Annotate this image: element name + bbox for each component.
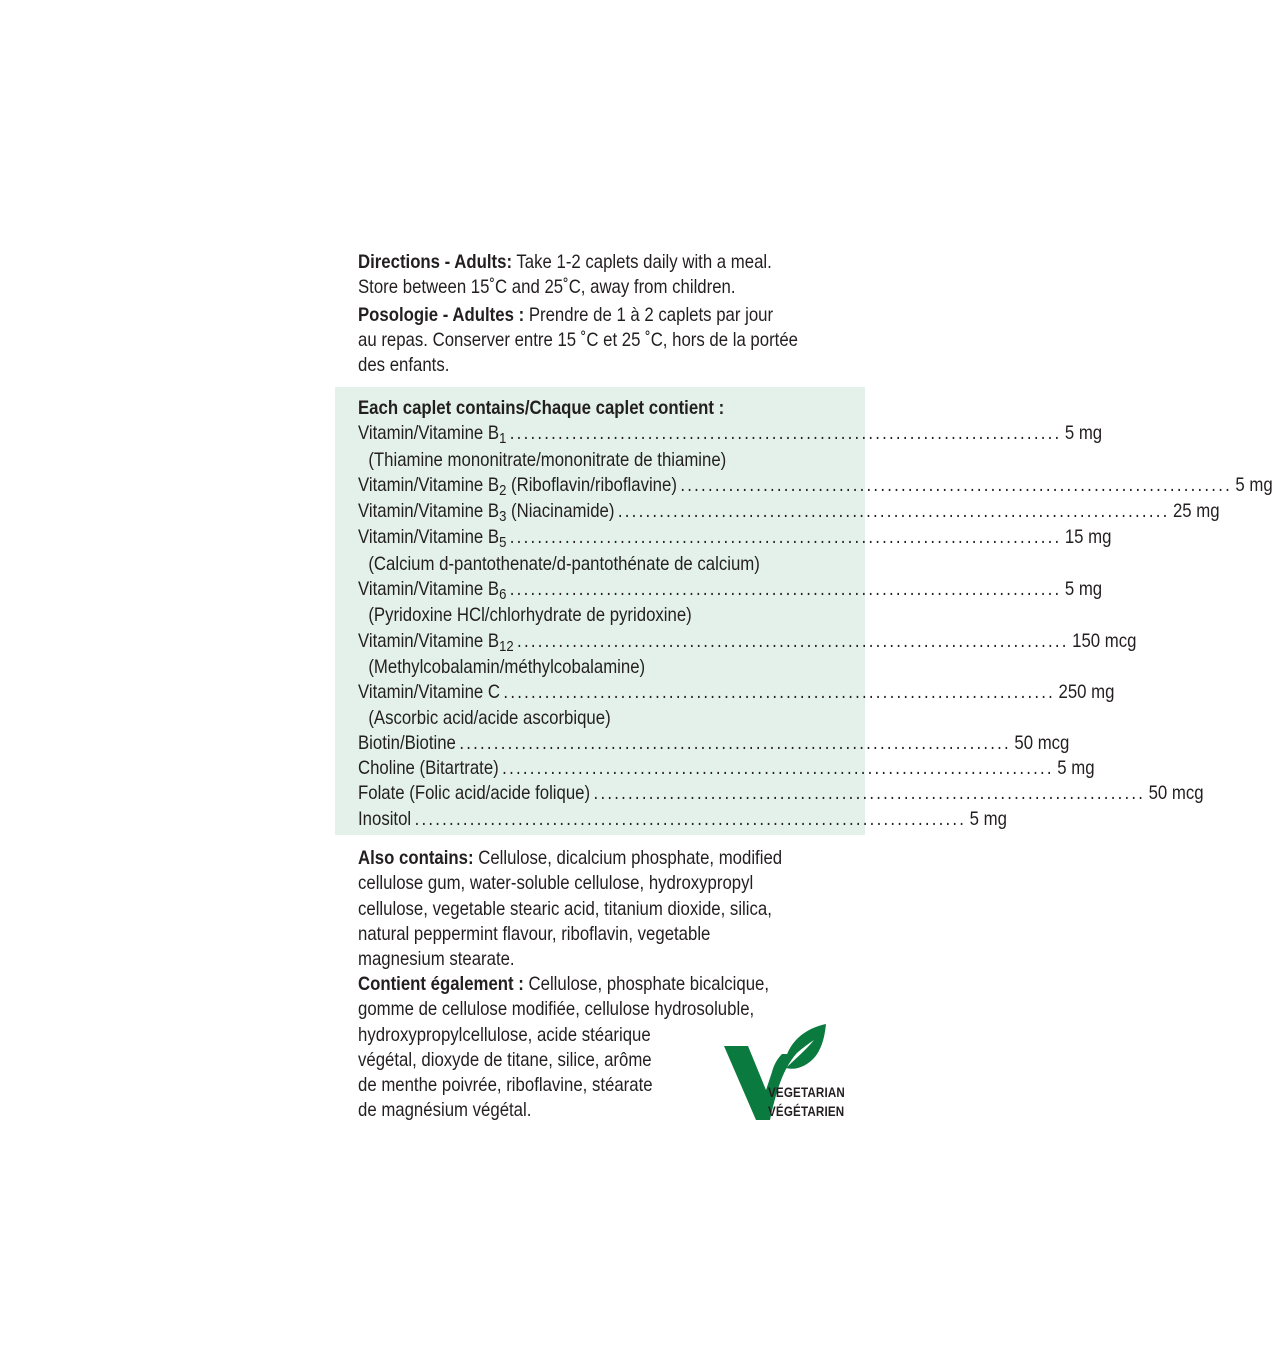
ingredient-amount: 5 mg — [1057, 757, 1095, 780]
ingredient-row — [358, 807, 1007, 832]
ingredient-amount: 25 mg — [1172, 500, 1220, 523]
dot-leader: ................................................................................ — [503, 681, 1056, 704]
directions-fr-line1: Prendre de 1 à 2 caplets par jour — [524, 303, 774, 326]
ingredient-suffix: (Riboflavin/riboflavine) — [506, 473, 677, 496]
ingredient-name: Vitamin/Vitamine $B_5$ — [358, 526, 507, 552]
directions-fr-line2: au repas. Conserver entre 15 ˚C et 25 ˚C, hors de la portée — [358, 328, 798, 351]
dot-leader: ................................................................................ — [680, 473, 1232, 496]
vegetarian-badge-en: VEGETARIAN — [768, 1085, 845, 1100]
ingredient-row — [358, 421, 1103, 448]
ingredient-subscript: 3 — [499, 508, 507, 526]
dot-leader: ................................................................................ — [414, 807, 967, 830]
also-contains-line2: cellulose gum, water-soluble cellulose, hydroxypropyl — [358, 872, 754, 895]
dot-leader: ................................................................................ — [517, 629, 1069, 652]
ingredient-row — [358, 577, 1103, 604]
directions-fr — [358, 303, 858, 379]
contient-line1: Cellulose, phosphate bicalcique, — [523, 973, 770, 995]
dot-leader: ................................................................................ — [617, 500, 1170, 523]
ingredient-row — [358, 473, 1273, 499]
dot-leader: ................................................................................ — [459, 731, 1011, 754]
dot-leader: ................................................................................ — [509, 422, 1062, 445]
dot-leader: ................................................................................ — [593, 782, 1146, 805]
ingredient-note: (Calcium d-pantothenate/d-pantothénate de calcium) — [368, 552, 760, 575]
ingredient-amount: 5 mg — [969, 807, 1007, 830]
ingredient-amount: 15 mg — [1064, 526, 1112, 549]
ingredient-name: Vitamin/Vitamine C — [358, 681, 500, 704]
ingredients-heading: Each caplet contains/Chaque caplet contient : — [358, 397, 725, 419]
ingredient-row — [358, 499, 1220, 526]
ingredient-name: Biotin/Biotine — [358, 731, 456, 754]
directions-fr-label: Posologie - Adultes : — [358, 303, 525, 326]
ingredient-name: Vitamin/Vitamine $B_{12}$ — [358, 629, 514, 655]
ingredient-name: Vitamin/Vitamine $B_3$ (Niacinamide) — [358, 500, 615, 526]
ingredient-subscript: 5 — [499, 534, 507, 552]
ingredient-name: Vitamin/Vitamine $B_6$ — [358, 578, 507, 604]
ingredient-note: (Pyridoxine HCl/chlorhydrate de pyridoxine) — [368, 604, 692, 627]
also-contains-line3: cellulose, vegetable stearic acid, titanium dioxide, silica, — [358, 897, 772, 920]
ingredient-amount: 5 mg — [1064, 578, 1103, 601]
ingredient-amount: 50 mcg — [1148, 782, 1204, 805]
contient-line5: de menthe poivrée, riboflavine, stéarate — [358, 1074, 653, 1097]
dot-leader: ................................................................................ — [502, 757, 1054, 780]
ingredient-row — [358, 629, 1137, 655]
ingredient-amount: 250 mg — [1058, 681, 1115, 704]
ingredient-amount: 50 mcg — [1014, 731, 1070, 754]
also-contains-section — [358, 846, 840, 972]
vegetarian-badge-text — [768, 1083, 845, 1121]
ingredient-note: (Ascorbic acid/acide ascorbique) — [368, 706, 611, 729]
also-contains-line4: natural peppermint flavour, riboflavin, vegetable — [358, 922, 711, 945]
ingredient-row — [358, 756, 1095, 781]
ingredient-name: Vitamin/Vitamine $B_1$ — [358, 422, 507, 448]
vegetarian-badge-fr: VÉGÉTARIEN — [768, 1104, 845, 1119]
ingredient-amount: 5 mg — [1064, 422, 1103, 445]
also-contains-line5: magnesium stearate. — [358, 948, 515, 971]
ingredient-row — [358, 525, 1112, 552]
ingredient-row — [358, 731, 1070, 756]
ingredient-row — [358, 781, 1204, 806]
ingredient-note: (Methylcobalamin/méthylcobalamine) — [368, 655, 646, 678]
directions-en — [358, 250, 858, 301]
directions-fr-line3: des enfants. — [358, 354, 450, 377]
ingredient-amount: 150 mcg — [1072, 629, 1137, 652]
ingredient-subscript: 1 — [499, 430, 507, 448]
contient-line4: végétal, dioxyde de titane, silice, arôme — [358, 1048, 652, 1071]
ingredient-name: Inositol — [358, 807, 412, 830]
directions-en-line2: Store between 15˚C and 25˚C, away from children. — [358, 276, 736, 299]
ingredient-name: Choline (Bitartrate) — [358, 757, 499, 780]
ingredient-amount: 5 mg — [1235, 473, 1273, 496]
also-contains-line1: Cellulose, dicalcium phosphate, modified — [473, 847, 783, 869]
dot-leader: ................................................................................ — [509, 526, 1062, 549]
ingredient-row — [358, 680, 1115, 705]
contient-line6: de magnésium végétal. — [358, 1099, 532, 1122]
dot-leader: ................................................................................ — [509, 578, 1062, 601]
ingredients-list — [358, 396, 1273, 832]
ingredient-subscript: 2 — [499, 481, 507, 499]
directions-en-label: Directions - Adults: — [358, 251, 513, 273]
contient-line2: gomme de cellulose modifiée, cellulose hydrosoluble, — [358, 998, 755, 1021]
ingredient-suffix: (Niacinamide) — [506, 500, 615, 523]
contient-line3: hydroxypropylcellulose, acide stéarique — [358, 1023, 651, 1046]
ingredient-subscript: 12 — [499, 637, 514, 655]
also-contains-label: Also contains: — [358, 847, 474, 869]
directions-section — [358, 250, 858, 378]
directions-en-line1: Take 1-2 caplets daily with a meal. — [512, 251, 772, 273]
ingredient-subscript: 6 — [499, 586, 507, 604]
ingredient-name: Folate (Folic acid/acide folique) — [358, 782, 591, 805]
ingredient-name: Vitamin/Vitamine $B_2$ (Riboflavin/riboflavine) — [358, 473, 677, 499]
ingredient-note: (Thiamine mononitrate/mononitrate de thiamine) — [368, 448, 727, 471]
contient-label: Contient également : — [358, 973, 524, 995]
